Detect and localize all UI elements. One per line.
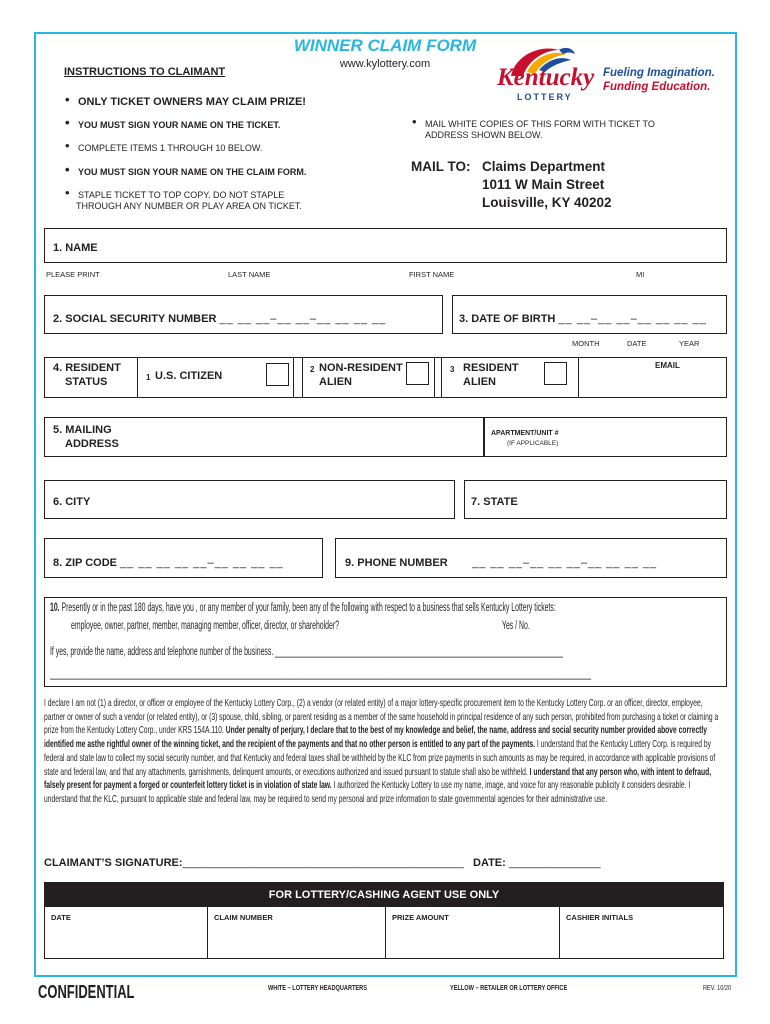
city-field[interactable] (44, 480, 455, 519)
agent-claim-number-cell[interactable] (207, 907, 385, 958)
signature-date-line[interactable]: _______________ (508, 857, 601, 869)
signature-row (44, 857, 601, 869)
website-url[interactable]: www.kylottery.com (339, 58, 431, 70)
dob-blank: __ __–__ __–__ __ __ __ (558, 313, 707, 325)
state-field[interactable] (464, 480, 727, 519)
signature-label: CLAIMANT’S SIGNATURE: (44, 857, 183, 869)
agent-claim-number-label: CLAIM NUMBER (214, 913, 273, 922)
instruction-item: • COMPLETE ITEMS 1 THROUGH 10 BELOW. (65, 138, 263, 153)
mailing-label-1: 5. MAILING (53, 424, 112, 436)
option-number: 2 (310, 364, 315, 374)
agent-use-box (44, 882, 724, 959)
instruction-item: THROUGH ANY NUMBER OR PLAY AREA ON TICKET. (76, 201, 302, 211)
footer-yellow-copy: YELLOW – RETAILER OR LOTTERY OFFICE (450, 985, 568, 992)
non-resident-label: NON-RESIDENT (319, 361, 403, 374)
footer-white-copy: WHITE – LOTTERY HEADQUARTERS (268, 985, 367, 992)
logo-sub: LOTTERY (517, 92, 573, 102)
question-10-extra-line[interactable]: _____________________________________________________________________________________________________________________________________________ (50, 668, 592, 680)
last-name-caption: LAST NAME (228, 270, 271, 279)
ssn-field[interactable] (44, 295, 443, 334)
month-caption: MONTH (572, 339, 600, 348)
alien-label: ALIEN (319, 375, 352, 388)
agent-use-heading: FOR LOTTERY/CASHING AGENT USE ONLY (45, 883, 723, 907)
logo-tagline-1: Fueling Imagination. (603, 67, 715, 79)
revision-label: REV. 10/20 (703, 985, 732, 992)
email-label: EMAIL (655, 361, 680, 370)
us-citizen-checkbox[interactable] (266, 363, 289, 386)
agent-cashier-initials-label: CASHIER INITIALS (566, 913, 634, 922)
agent-date-cell[interactable] (45, 907, 207, 958)
mail-line-1: Claims Department (482, 159, 606, 174)
us-citizen-option[interactable] (137, 357, 294, 398)
ssn-blank: __ __ __–__ __–__ __ __ __ (219, 313, 387, 325)
name-label: 1. NAME (53, 242, 98, 254)
mailing-address-field[interactable] (44, 417, 727, 457)
phone-label: 9. PHONE NUMBER __ __ __–__ __ __–__ __ __ __ (345, 557, 658, 569)
kentucky-lottery-logo (493, 42, 723, 108)
logo-tagline-2: Funding Education. (603, 81, 711, 93)
divider (483, 417, 485, 457)
non-resident-alien-option[interactable] (302, 357, 435, 398)
apt-sub-label: (IF APPLICABLE) (507, 440, 559, 447)
phone-blank: __ __ __–__ __ __–__ __ __ __ (472, 557, 658, 569)
form-title: WINNER CLAIM FORM (293, 36, 477, 55)
first-name-caption: FIRST NAME (409, 270, 455, 279)
signature-date-label: DATE: (473, 857, 506, 869)
declaration-text: I declare I am not (1) a director, or officer or employee of the Kentucky Lottery Corp., (2) a vendor (or related entity) of a major lottery-specific procurement item to the Kentucky Lottery Corp. or an officer, director, employee, partner or owner of such a vendor (or related entity), or (3) spouse, child, sibling, or parent residing as a member of the same household in principal residence of any such person, prohibited from purchasing a ticket or claiming a prize from the Kentucky Lottery Corp., under KRS 154A.110. Under penalty of perjury, I declare that to the best of my knowledge and belief, the name, address and social security number provided above correctly identified me asthe rightful owner of the winning ticket, and the recipient of the payments and that no other person is entitled to any part of the payments. I understand that the Kentucky Lottery Corp. is required by federal and state law to collect my social security number, and that Kentucky and federal taxes shall be withheld by the KLC from prize payments in such amounts as may be required, in accordance with applicable provisions of state and federal law, and that any attachments, garnishments, delinquent amounts, or executions authorized and issued pursuant to statute shall also be withheld. I understand that any person who, with intent to defraud, falsely present for payment a forged or counterfeit lottery ticket is in violation of state law. I authorized the Kentucky Lottery to use my name, image, and voice for any reasonable publicity it considers desirable. I understand that the KLC, pursuant to applicable state and federal law, may be required to send my personal and prize information to state governmental agencies for their administrative use. (44, 697, 719, 805)
option-number: 3 (450, 364, 455, 374)
option-number: 1 (146, 372, 151, 382)
mail-to-label: MAIL TO: (411, 159, 471, 174)
mailing-label-2: ADDRESS (65, 438, 119, 450)
instruction-item: • STAPLE TICKET TO TOP COPY. DO NOT STAPLE (65, 185, 285, 200)
ssn-label: 2. SOCIAL SECURITY NUMBER __ __ __–__ __–__ __ __ __ (53, 313, 387, 325)
question-10-text-1: 10. Presently or in the past 180 days, have you , or any member of your family, been any of the following with respect to a business that sells Kentucky Lottery tickets: (50, 602, 556, 614)
instruction-item: • MAIL WHITE COPIES OF THIS FORM WITH TICKET TO (412, 114, 655, 129)
agent-prize-amount-label: PRIZE AMOUNT (392, 913, 449, 922)
agent-date-label: DATE (51, 913, 71, 922)
question-10-business-line[interactable]: If yes, provide the name, address and telephone number of the business. ___________________________________________________________________________ (50, 646, 563, 658)
resident-status-label-1: 4. RESIDENT (53, 362, 121, 374)
city-label: 6. CITY (53, 496, 91, 508)
instruction-item: • YOU MUST SIGN YOUR NAME ON THE TICKET. (65, 115, 281, 130)
non-resident-alien-checkbox[interactable] (406, 362, 429, 385)
email-field[interactable] (579, 358, 728, 396)
instructions-heading: INSTRUCTIONS TO CLAIMANT (64, 66, 226, 78)
instruction-item: ADDRESS SHOWN BELOW. (425, 130, 543, 140)
us-citizen-label: U.S. CITIZEN (155, 369, 223, 382)
resident-status-field (44, 357, 727, 398)
resident-status-label-2: STATUS (65, 376, 108, 388)
apt-label: APARTMENT/UNIT # (491, 430, 559, 437)
signature-line[interactable]: ______________________________________________ (182, 857, 464, 869)
question-10-text-2: employee, owner, partner, member, managing member, officer, director, or shareholder? (71, 620, 339, 632)
instruction-item: • ONLY TICKET OWNERS MAY CLAIM PRIZE! (65, 92, 306, 108)
dob-field[interactable] (452, 295, 727, 334)
please-print-note: PLEASE PRINT (46, 270, 100, 279)
alien-label: ALIEN (463, 375, 496, 388)
confidential-label: CONFIDENTIAL (38, 982, 135, 1002)
name-field[interactable] (44, 228, 727, 263)
instruction-item: • YOU MUST SIGN YOUR NAME ON THE CLAIM FORM. (65, 162, 307, 177)
zip-field[interactable] (44, 538, 323, 578)
mail-line-3: Louisville, KY 40202 (482, 195, 612, 210)
resident-label: RESIDENT (463, 361, 519, 374)
date-caption: DATE (627, 339, 647, 348)
state-label: 7. STATE (471, 496, 518, 508)
agent-prize-amount-cell[interactable] (385, 907, 559, 958)
zip-label: 8. ZIP CODE __ __ __ __ __–__ __ __ __ (53, 557, 284, 569)
yes-no-option[interactable]: Yes / No. (502, 620, 530, 632)
mi-caption: MI (636, 270, 645, 279)
dob-label: 3. DATE OF BIRTH __ __–__ __–__ __ __ __ (459, 313, 707, 325)
resident-alien-option[interactable] (441, 357, 579, 398)
agent-cashier-initials-cell[interactable] (559, 907, 725, 958)
resident-alien-checkbox[interactable] (544, 362, 567, 385)
logo-name: Kentucky (497, 64, 595, 91)
mail-line-2: 1011 W Main Street (482, 177, 605, 192)
phone-field[interactable] (335, 538, 727, 578)
zip-blank: __ __ __ __ __–__ __ __ __ (120, 557, 284, 569)
year-caption: YEAR (679, 339, 700, 348)
